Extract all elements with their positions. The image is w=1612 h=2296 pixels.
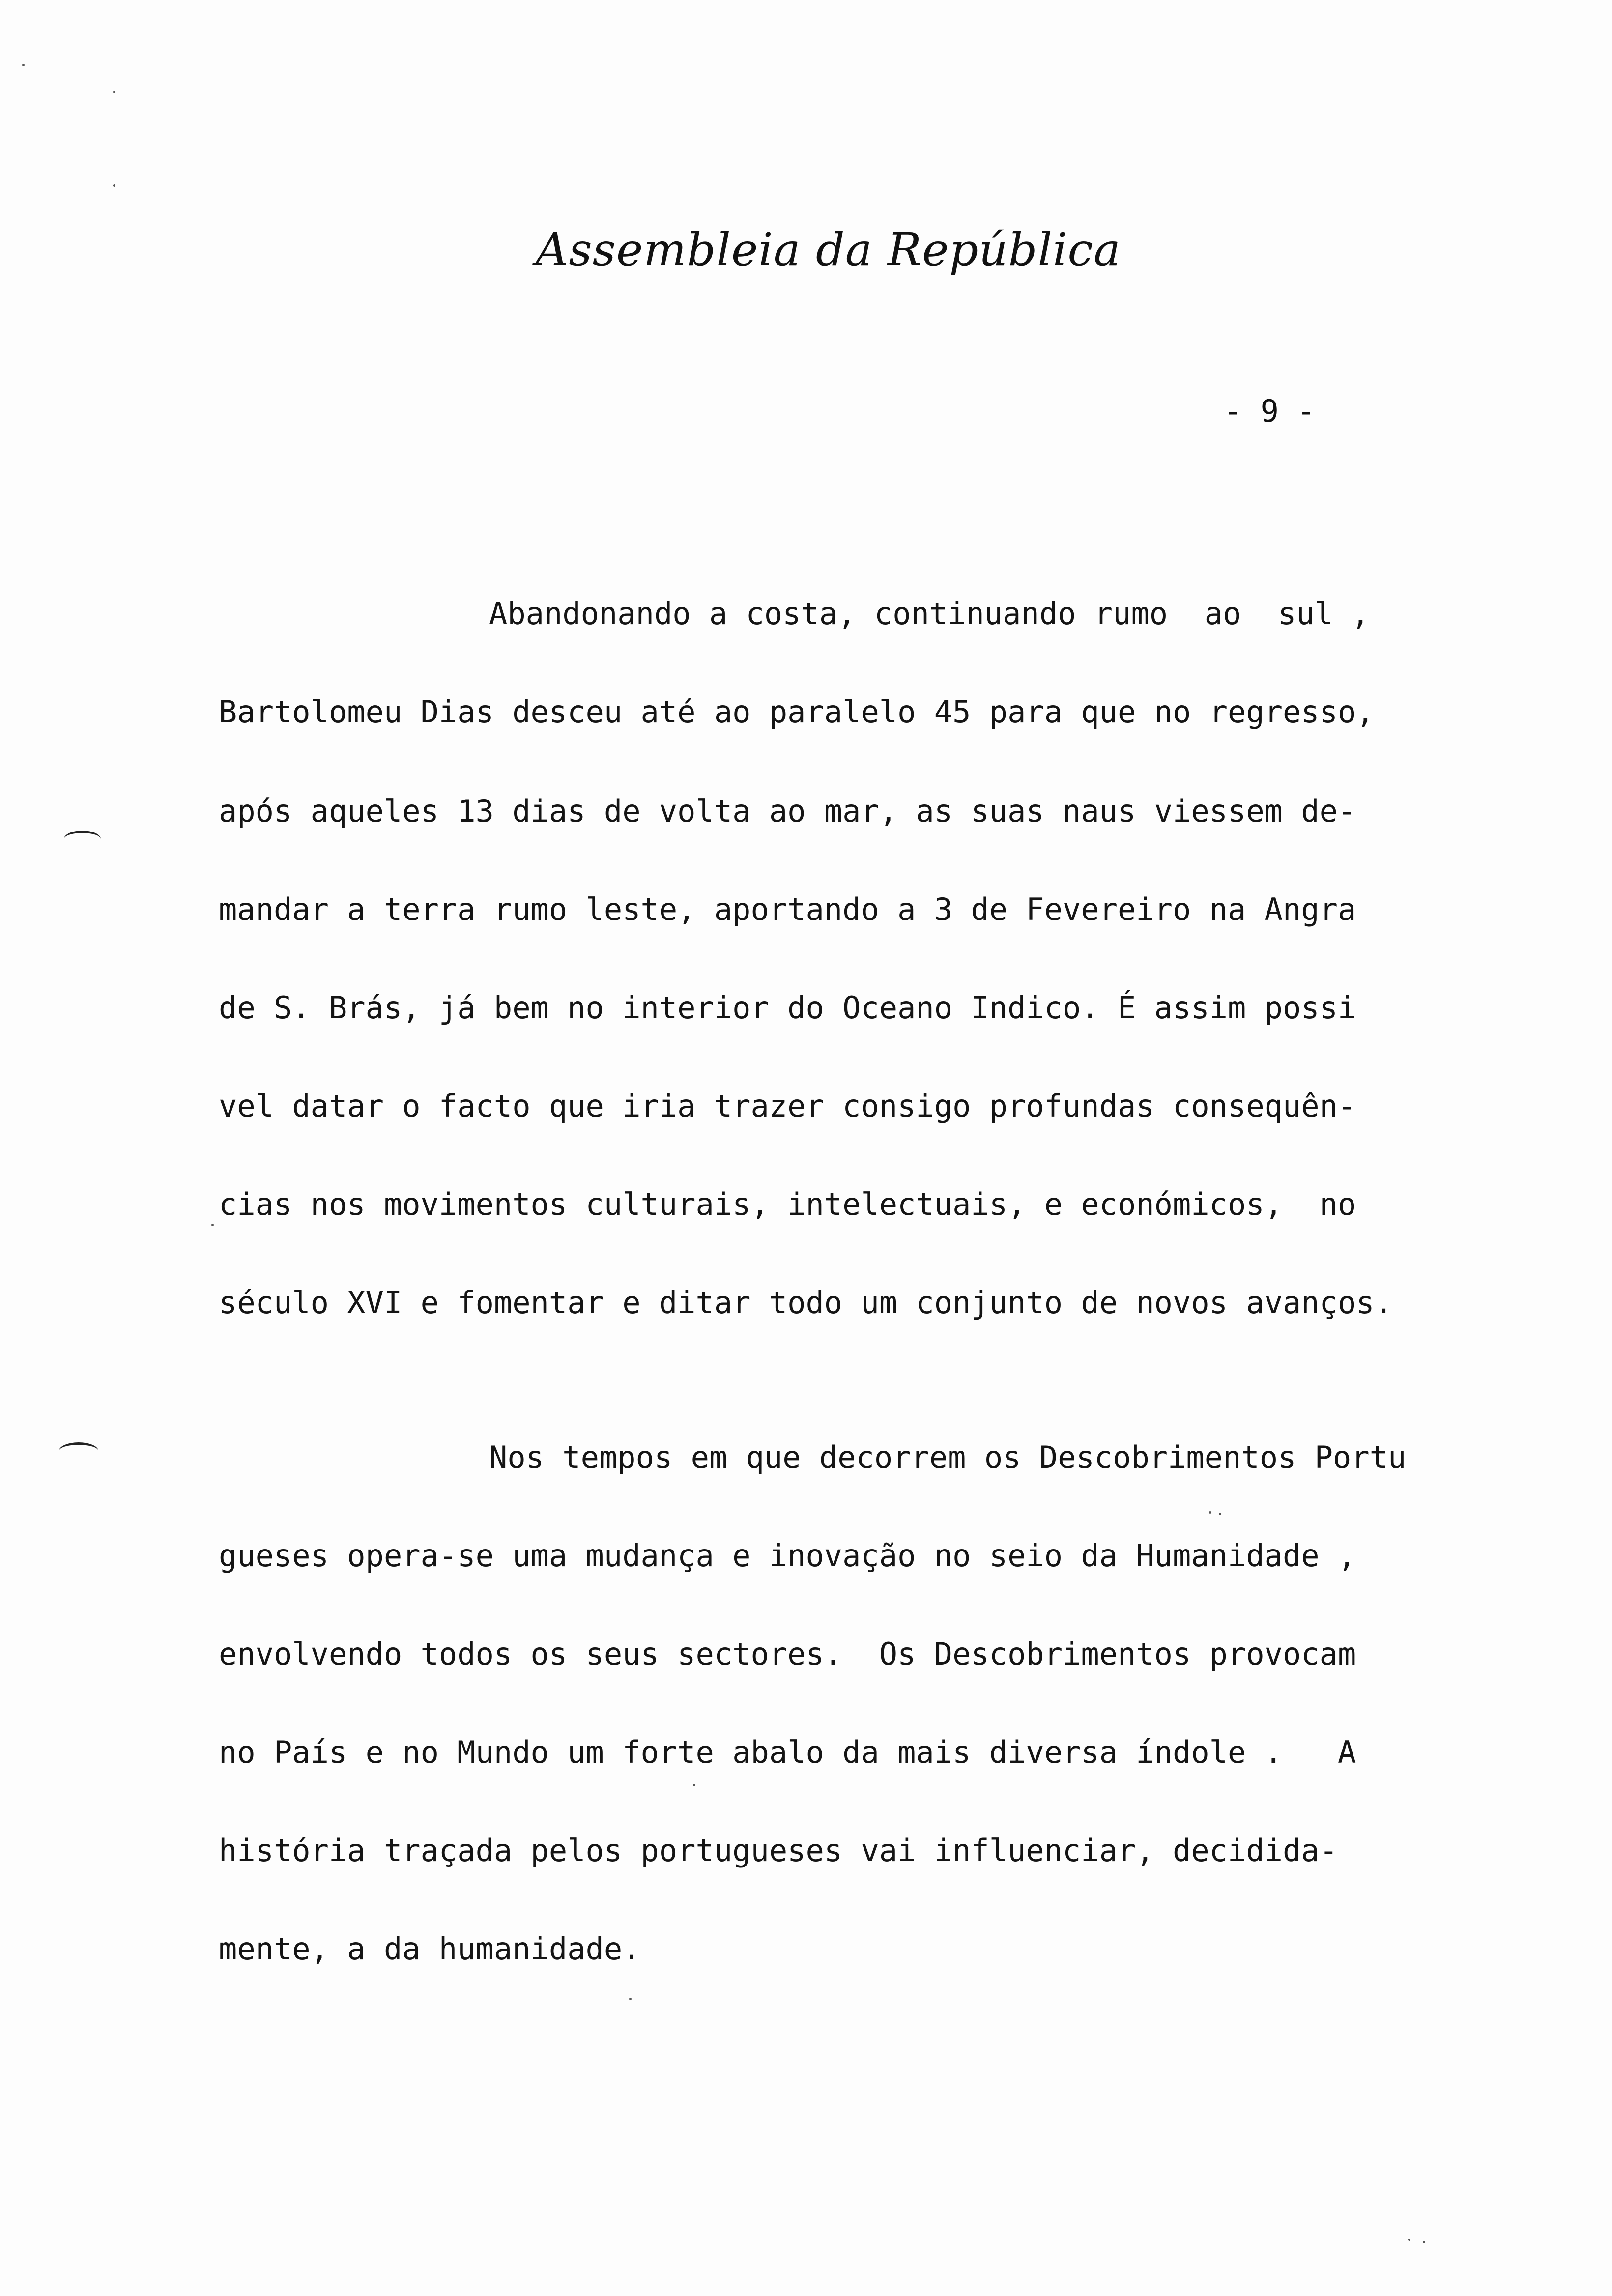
- scan-speck: [22, 64, 25, 66]
- scan-speck: [629, 1998, 632, 2000]
- paragraph-2-line: gueses opera-se uma mudança e inovação no seio da Humanidade ,: [219, 1538, 1356, 1574]
- scan-speck: [1423, 2241, 1425, 2243]
- paragraph-1-line: século XVI e fomentar e ditar todo um conjunto de novos avanços.: [219, 1285, 1393, 1320]
- paragraph-1-line: cias nos movimentos culturais, intelectuais, e económicos, no: [219, 1186, 1356, 1222]
- scan-speck: [113, 184, 115, 187]
- paragraph-2-line: história traçada pelos portugueses vai influenciar, decidida-: [219, 1833, 1338, 1868]
- paragraph-1-line: Abandonando a costa, continuando rumo ao sul ,: [489, 596, 1370, 631]
- paragraph-2-line: mente, a da humanidade.: [219, 1931, 641, 1967]
- binding-mark: [64, 831, 101, 848]
- paragraph-2-line: Nos tempos em que decorrem os Descobrimentos Portu: [489, 1439, 1407, 1475]
- scan-speck: [693, 1784, 695, 1786]
- binding-mark: [59, 1442, 98, 1460]
- paragraph-2-line: no País e no Mundo um forte abalo da mais diversa índole . A: [219, 1734, 1356, 1770]
- scan-speck: [1209, 1511, 1211, 1514]
- paragraph-1-line: mandar a terra rumo leste, aportando a 3 de Fevereiro na Angra: [219, 891, 1356, 927]
- paragraph-2-line: envolvendo todos os seus sectores. Os Descobrimentos provocam: [219, 1636, 1356, 1672]
- paragraph-1-line: Bartolomeu Dias desceu até ao paralelo 45 para que no regresso,: [219, 694, 1375, 730]
- scan-speck: [113, 91, 115, 93]
- scan-speck: [1408, 2239, 1410, 2241]
- letterhead-title: Assembleia da República: [536, 224, 1121, 276]
- page-number: - 9 -: [1224, 393, 1316, 429]
- paragraph-1-line: após aqueles 13 dias de volta ao mar, as suas naus viessem de-: [219, 793, 1356, 829]
- scan-speck: [211, 1224, 214, 1226]
- scan-speck: [1219, 1513, 1221, 1515]
- paragraph-1-line: vel datar o facto que iria trazer consigo profundas consequên-: [219, 1088, 1356, 1124]
- paragraph-1-line: de S. Brás, já bem no interior do Oceano Indico. É assim possi: [219, 990, 1356, 1026]
